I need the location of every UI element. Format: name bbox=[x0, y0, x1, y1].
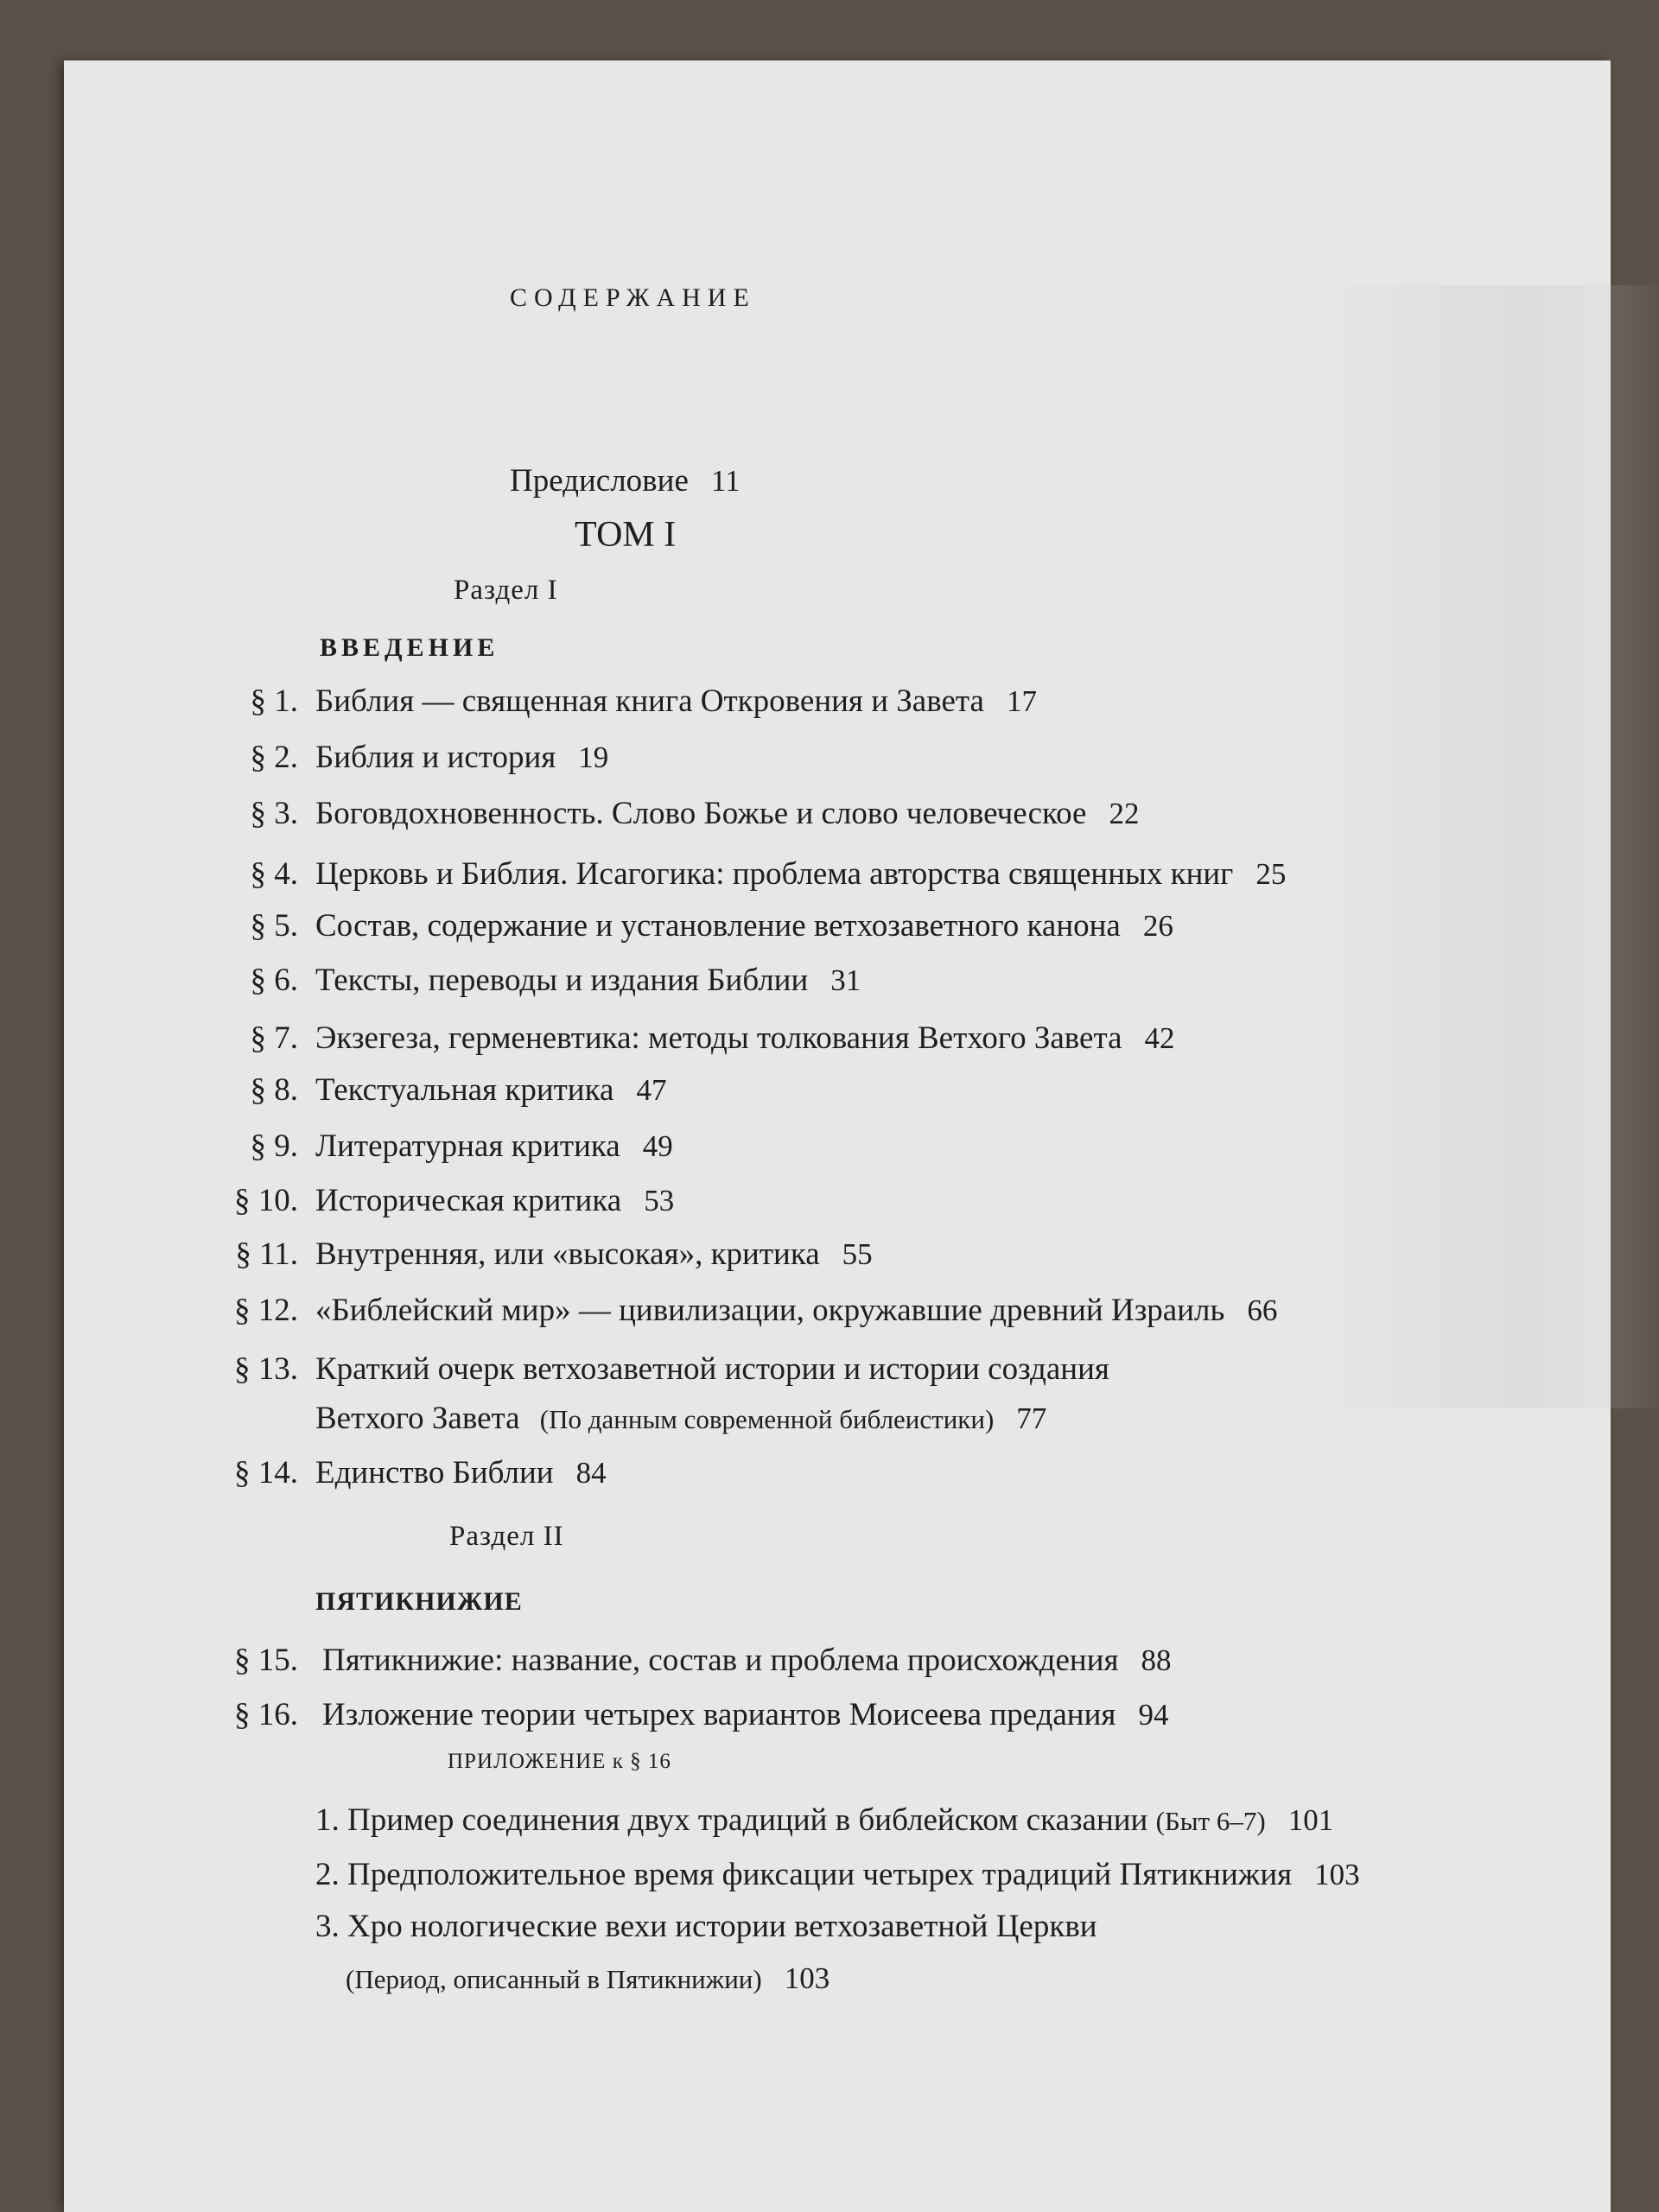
appendix-item-number: 1. bbox=[315, 1802, 340, 1838]
entry-page: 55 bbox=[842, 1237, 873, 1271]
volume-title: ТОМ I bbox=[575, 515, 677, 555]
contents-heading: СОДЕРЖАНИЕ bbox=[510, 283, 756, 312]
entry-page: 77 bbox=[1016, 1402, 1047, 1435]
entry-number: § 7. bbox=[250, 1020, 298, 1056]
entry-number: § 3. bbox=[250, 796, 298, 831]
appendix-item-1 bbox=[315, 1802, 1333, 1839]
entry-number: § 12. bbox=[234, 1293, 298, 1328]
entry-title: Экзегеза, герменевтика: методы толкования Ветхого Завета bbox=[315, 1020, 1122, 1056]
entry-page: 42 bbox=[1144, 1021, 1175, 1055]
appendix-label: ПРИЛОЖЕНИЕ к § 16 bbox=[448, 1750, 671, 1773]
entry-number: § 9. bbox=[250, 1128, 298, 1164]
entry-number: § 13. bbox=[234, 1351, 298, 1387]
entry-page: 53 bbox=[644, 1184, 675, 1217]
entry-number: § 6. bbox=[250, 963, 298, 998]
appendix-item-title: Предположительное время фиксации четырех традиций Пятикнижия bbox=[347, 1857, 1293, 1892]
entry-title: Состав, содержание и установление ветхозаветного канона bbox=[315, 908, 1121, 944]
entry-page: 26 bbox=[1142, 909, 1173, 943]
entry-number: § 4. bbox=[250, 856, 298, 892]
entry-title: Библия и история bbox=[315, 740, 556, 775]
appendix-item-page: 103 bbox=[1314, 1858, 1360, 1891]
entry-title: Тексты, переводы и издания Библии bbox=[315, 963, 809, 998]
entry-title: Краткий очерк ветхозаветной истории и истории создания bbox=[315, 1351, 1109, 1387]
entry-page: 84 bbox=[575, 1456, 607, 1490]
entry-title: Историческая критика bbox=[315, 1183, 622, 1218]
toc-entry-13-continuation bbox=[315, 1400, 1046, 1437]
preface-entry bbox=[510, 462, 741, 499]
section-2-title: ПЯТИКНИЖИЕ bbox=[315, 1587, 523, 1616]
entry-page: 66 bbox=[1247, 1294, 1278, 1327]
entry-note: (По данным современной библеистики) bbox=[539, 1404, 995, 1434]
appendix-item-note: (Период, описанный в Пятикнижии) bbox=[346, 1964, 762, 1994]
appendix-item-title: Пример соединения двух традиций в библейском сказании bbox=[347, 1802, 1148, 1838]
entry-title: Литературная критика bbox=[315, 1128, 620, 1164]
entry-page: 88 bbox=[1141, 1643, 1172, 1677]
entry-title-continued: Ветхого Завета bbox=[315, 1401, 520, 1436]
appendix-item-2 bbox=[315, 1856, 1360, 1893]
entry-page: 49 bbox=[642, 1129, 673, 1163]
entry-number: § 16. bbox=[234, 1697, 298, 1732]
entry-title: Единство Библии bbox=[315, 1455, 554, 1491]
entry-page: 31 bbox=[830, 963, 861, 997]
entry-number: § 14. bbox=[234, 1455, 298, 1491]
appendix-item-number: 3. bbox=[315, 1909, 340, 1944]
section-1-title: ВВЕДЕНИЕ bbox=[320, 633, 499, 662]
section-2-label: Раздел II bbox=[449, 1521, 564, 1552]
entry-number: § 11. bbox=[235, 1236, 298, 1272]
appendix-item-page: 103 bbox=[784, 1961, 830, 1995]
entry-title: «Библейский мир» — цивилизации, окружавшие древний Израиль bbox=[315, 1293, 1225, 1328]
entry-title: Церковь и Библия. Исагогика: проблема авторства священных книг bbox=[315, 856, 1234, 892]
entry-title: Боговдохновенность. Слово Божье и слово человеческое bbox=[315, 796, 1087, 831]
entry-title: Внутренняя, или «высокая», критика bbox=[315, 1236, 820, 1272]
entry-title: Пятикнижие: название, состав и проблема происхождения bbox=[322, 1643, 1119, 1678]
show-through-shading bbox=[1308, 285, 1659, 1408]
entry-number: § 8. bbox=[250, 1072, 298, 1108]
entry-title: Изложение теории четырех вариантов Моисеева предания bbox=[322, 1697, 1116, 1732]
preface-page: 11 bbox=[710, 464, 741, 498]
entry-page: 94 bbox=[1138, 1698, 1169, 1732]
entry-number: § 2. bbox=[250, 740, 298, 775]
entry-page: 25 bbox=[1255, 857, 1287, 891]
appendix-item-page: 101 bbox=[1287, 1803, 1334, 1837]
appendix-item-title: Хро нологические вехи истории ветхозаветной Церкви bbox=[347, 1909, 1097, 1944]
appendix-item-3 bbox=[315, 1908, 1097, 1945]
entry-number: § 1. bbox=[250, 683, 298, 719]
entry-number: § 15. bbox=[234, 1643, 298, 1678]
appendix-item-number: 2. bbox=[315, 1857, 340, 1892]
entry-page: 47 bbox=[636, 1073, 667, 1107]
entry-title: Текстуальная критика bbox=[315, 1072, 614, 1108]
entry-page: 17 bbox=[1006, 684, 1037, 718]
entry-number: § 5. bbox=[250, 908, 298, 944]
entry-title: Библия — священная книга Откровения и Завета bbox=[315, 683, 984, 719]
entry-number: § 10. bbox=[234, 1183, 298, 1218]
preface-label: Предисловие bbox=[510, 463, 689, 499]
appendix-item-note: (Быт 6–7) bbox=[1155, 1806, 1266, 1836]
entry-page: 19 bbox=[578, 741, 609, 774]
section-1-label: Раздел I bbox=[454, 575, 558, 606]
appendix-item-3-continuation bbox=[346, 1960, 830, 1997]
entry-page: 22 bbox=[1109, 797, 1140, 830]
